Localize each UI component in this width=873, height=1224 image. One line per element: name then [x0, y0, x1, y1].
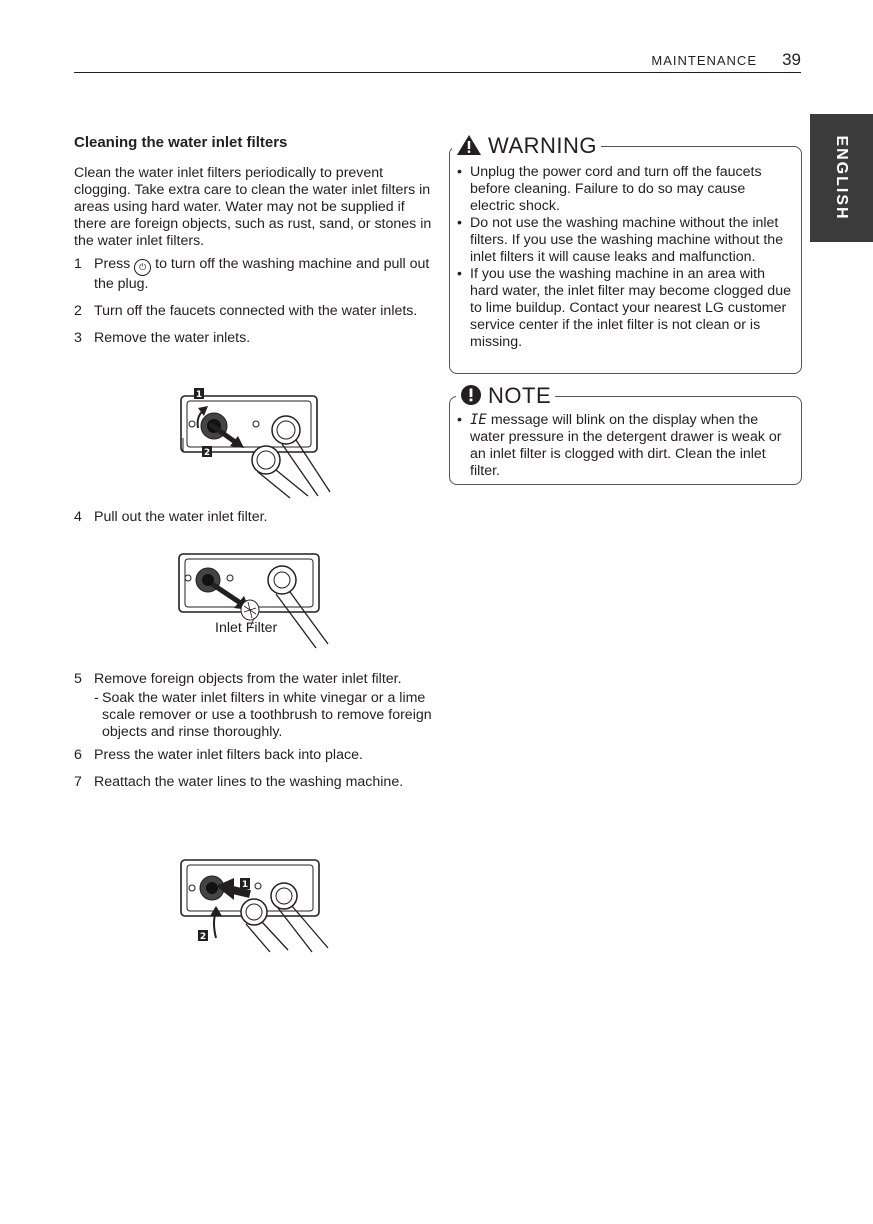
dash: - [94, 690, 99, 706]
note-box [449, 382, 802, 485]
step-number: 6 [74, 747, 82, 763]
callout-2: 2 [199, 932, 207, 942]
warning-item-text: Do not use the washing machine without the inlet filters. If you use the washing machine without the inlet filters it will cause leaks and malfunction. [470, 215, 784, 265]
language-tab [810, 114, 873, 242]
error-code-display: IE [470, 412, 487, 428]
step-number: 5 [74, 671, 82, 687]
warning-item: • Unplug the power cord and turn off the faucets before cleaning. Failure to do so may cause electric shock. [457, 164, 762, 214]
step-text: Press the water inlet filters back into place. [94, 747, 363, 763]
callout-1: 1 [195, 390, 203, 400]
warning-triangle-icon [456, 134, 482, 156]
step-text: Remove the water inlets. [94, 330, 251, 346]
warning-title [452, 134, 601, 156]
section-name: MAINTENANCE [651, 53, 757, 68]
warning-box [449, 132, 802, 374]
callout-1: 1 [241, 880, 249, 890]
substep-text: Soak the water inlet filters in white vinegar or a lime scale remover or use a toothbrush to remove foreign objects and rinse thoroughly. [102, 690, 432, 740]
intro-paragraph: Clean the water inlet filters periodically to prevent clogging. Take extra care to clean the water inlet filters in areas using hard water. Water may not be supplied if there are foreign objects, such as rust, sand, or stones in the water inlet filters. [74, 165, 432, 249]
warning-item-text: Unplug the power cord and turn off the faucets before cleaning. Failure to do so may cause electric shock. [470, 164, 762, 214]
warning-title-text: WARNING [488, 132, 598, 158]
page-number: 39 [782, 50, 801, 69]
note-title [456, 384, 555, 406]
section-title: Cleaning the water inlet filters [74, 134, 288, 151]
language-label: ENGLISH [833, 135, 850, 221]
callout-2: 2 [203, 448, 211, 458]
step-text: Press [94, 256, 135, 272]
step-number: 1 [74, 256, 82, 272]
step-number: 2 [74, 303, 82, 319]
note-list [457, 412, 792, 480]
left-column-top [74, 134, 434, 347]
power-icon: ⏻ [134, 259, 151, 276]
step-4 [74, 509, 454, 526]
page-header [74, 52, 801, 73]
exclamation-circle-icon [460, 384, 482, 406]
step-number: 3 [74, 330, 82, 346]
step-5-substep [74, 690, 434, 741]
step-1 [74, 256, 434, 293]
step-text: Turn off the faucets connected with the water inlets. [94, 303, 418, 319]
left-column-bottom [74, 671, 434, 791]
step-number: 7 [74, 774, 82, 790]
warning-item: • Do not use the washing machine without the inlet filters. If you use the washing machine without the inlet filters it will cause leaks and malfunction. [457, 215, 784, 265]
step-text: Reattach the water lines to the washing machine. [94, 774, 404, 790]
step-text: to turn off the washing machine and pull out the plug. [94, 256, 430, 292]
warning-item: • If you use the washing machine in an area with hard water, the inlet filter may become clogged due to lime buildup. Contact your nearest LG customer service center if the inlet filter is not clean or is missing. [457, 266, 791, 350]
step-3 [74, 330, 434, 347]
warning-item-text: If you use the washing machine in an area with hard water, the inlet filter may become clogged due to lime buildup. Contact your nearest LG customer service center if the inlet filter is not clean or is missing. [470, 266, 791, 350]
note-item-text: message will blink on the display when the water pressure in the detergent drawer is weak or an inlet filter is clogged with dirt. Clean the inlet filter. [470, 412, 782, 479]
warning-list [457, 164, 792, 351]
step-5 [74, 671, 434, 688]
step-text: Pull out the water inlet filter. [94, 509, 268, 525]
step-number: 4 [74, 509, 82, 525]
remove-inlet-illustration [178, 388, 338, 500]
step-text: Remove foreign objects from the water inlet filter. [94, 671, 402, 687]
reattach-inlet-illustration [178, 856, 338, 956]
inlet-filter-label: Inlet Filter [215, 620, 278, 636]
step-2 [74, 303, 434, 320]
note-title-text: NOTE [488, 382, 552, 408]
step-6 [74, 747, 434, 764]
note-item: • IE message will blink on the display when the water pressure in the detergent drawer is weak or an inlet filter is clogged with dirt. Clean the inlet filter. [457, 412, 782, 479]
step-7 [74, 774, 434, 791]
